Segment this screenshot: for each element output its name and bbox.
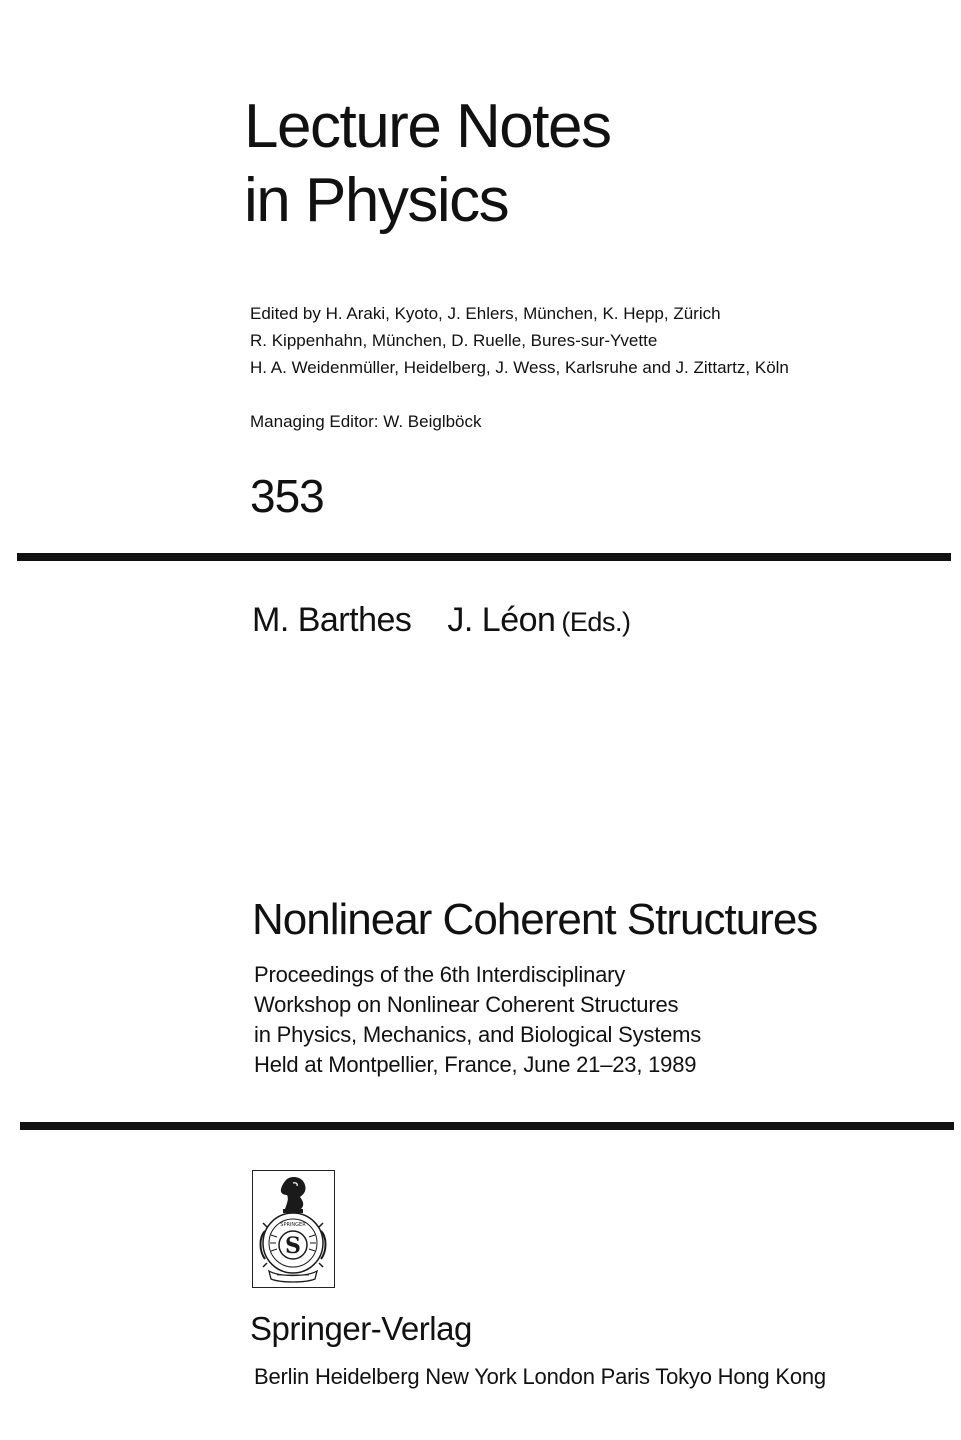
book-subtitle [254,960,701,1080]
eds-label: (Eds.) [561,607,631,637]
book-title: Nonlinear Coherent Structures [252,895,818,944]
subtitle-line: Proceedings of the 6th Interdisciplinary [254,962,626,987]
author-barthes: M. Barthes [252,601,412,639]
editors-line2: R. Kippenhahn, München, D. Ruelle, Bures-sur-Yvette [250,331,658,350]
editors-block [250,300,789,381]
authors-line [252,598,630,644]
editors-line3: H. A. Weidenmüller, Heidelberg, J. Wess, Karlsruhe and J. Zittartz, Köln [250,358,789,377]
svg-text:S: S [285,1233,301,1259]
publisher-logo [252,1170,335,1288]
subtitle-line: in Physics, Mechanics, and Biological Systems [254,1022,702,1047]
emblem-text: SPRINGER [280,1222,306,1228]
subtitle-line: Held at Montpellier, France, June 21–23, 1989 [254,1052,697,1077]
subtitle-line: Workshop on Nonlinear Coherent Structures [254,992,679,1017]
series-title [244,90,611,238]
publisher-cities: Berlin Heidelberg New York London Paris Tokyo Hong Kong [254,1364,826,1389]
top-rule [17,553,951,561]
author-leon: J. Léon [447,601,556,639]
springer-knight-emblem-icon [253,1171,333,1286]
volume-number: 353 [250,470,324,522]
series-title-line1: Lecture Notes [244,92,611,161]
publisher-name: Springer-Verlag [250,1310,472,1347]
editors-line1: Edited by H. Araki, Kyoto, J. Ehlers, München, K. Hepp, Zürich [250,304,721,323]
managing-editor: Managing Editor: W. Beiglböck [250,412,482,431]
series-title-line2: in Physics [244,166,509,235]
bottom-rule [20,1122,954,1130]
